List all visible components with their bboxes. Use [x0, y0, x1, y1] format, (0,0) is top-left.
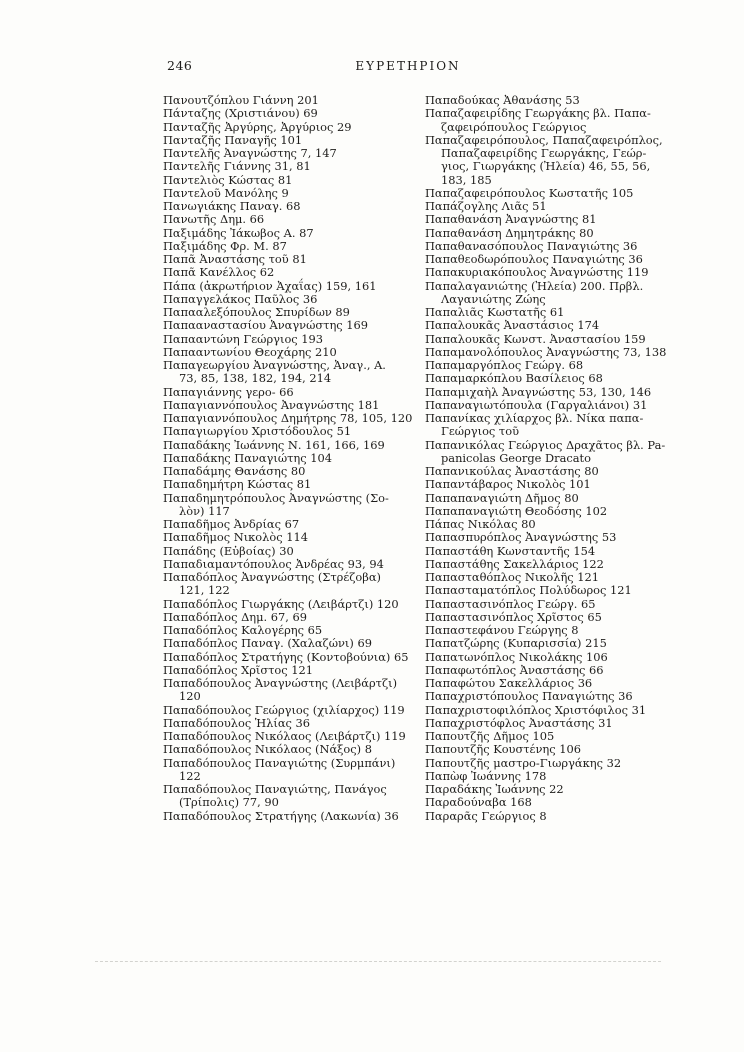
index-entry — [163, 439, 419, 452]
index-entry-line: 122 — [179, 768, 201, 783]
index-entry-line: Παπαστασινόπλος Γεώργ. 65 — [425, 596, 596, 611]
index-entry — [163, 624, 419, 637]
index-entry-line: Πάπα (ἀκρωτήριον Ἀχαΐας) 159, 161 — [163, 278, 377, 293]
index-entry — [425, 227, 681, 240]
index-entry-line: Παπασπυρόπλος Ἀναγνώστης 53 — [425, 530, 617, 545]
index-entry-line: Πανωτῆς Δημ. 66 — [163, 212, 265, 227]
index-entry-line: Παπαλαγανιώτης (Ἠλεία) 200. Πρβλ. — [425, 278, 644, 293]
index-entry — [425, 492, 681, 505]
index-entry-line: Γεώργιος τοῦ — [441, 424, 520, 439]
index-column-left — [163, 94, 419, 823]
index-entry-line: Παπαμαρκόπλου Βασίλειος 68 — [425, 371, 603, 386]
index-entry-line: Παπαχριστόπουλος Παναγιώτης 36 — [425, 689, 633, 704]
index-entry — [163, 717, 419, 730]
index-entry-line: Παπαδόπουλος Νικόλαος (Λειβάρτζι) 119 — [163, 729, 406, 743]
index-entry-line: Παπααντώνη Γεώργιος 193 — [163, 331, 324, 346]
index-entry — [425, 810, 681, 823]
index-entry — [425, 743, 681, 756]
index-entry — [163, 386, 419, 399]
index-entry-line: 121, 122 — [179, 583, 230, 598]
index-entry-line: (Τρίπολις) 77, 90 — [179, 795, 279, 810]
index-entry-line: Παπαδόπλος Καλογέρης 65 — [163, 623, 323, 637]
index-entry-line: Παπαδόπουλος Ἡλίας 36 — [163, 715, 311, 730]
index-entry — [425, 611, 681, 624]
index-entry-line: Παπαδόπουλος Στρατήγης (Λακωνία) 36 — [163, 808, 399, 823]
index-entry-line: Παπαδάκης Ἰωάννης Ν. 161, 166, 169 — [163, 437, 385, 452]
index-entry — [163, 518, 419, 531]
index-entry-line: Παπαναγιωτόπουλα (Γαργαλιάνοι) 31 — [425, 397, 648, 412]
index-entry — [163, 200, 419, 213]
page-number: 246 — [167, 58, 193, 73]
index-entry — [425, 783, 681, 796]
index-entry-line: Παπαδόπουλος Ἀναγνώστης (Λειβάρτζι) — [163, 676, 398, 690]
index-entry — [425, 107, 681, 134]
index-entry — [425, 465, 681, 478]
index-entry — [163, 266, 419, 279]
index-entry-line: Παραδούναβα 168 — [425, 795, 532, 810]
index-entry-line: 120 — [179, 689, 201, 704]
index-entry — [425, 94, 681, 107]
index-entry-line: Παπααντωνίου Θεοχάρης 210 — [163, 344, 337, 359]
index-entry — [163, 174, 419, 187]
index-entry — [163, 478, 419, 491]
index-entry — [163, 757, 419, 784]
index-entry — [163, 399, 419, 412]
index-entry — [425, 770, 681, 783]
index-entry-line: Παπαστάθης Σακελλάριος 122 — [425, 556, 604, 571]
index-entry — [163, 730, 419, 743]
index-entry — [163, 253, 419, 266]
index-entry — [163, 425, 419, 438]
index-entry-line: Παπααλεξόπουλος Σπυρίδων 89 — [163, 305, 350, 319]
index-entry-line: Παντελῆς Ἀναγνώστης 7, 147 — [163, 146, 337, 160]
index-entry — [163, 94, 419, 107]
index-entry — [163, 545, 419, 558]
index-entry — [425, 796, 681, 809]
index-entry — [425, 624, 681, 637]
index-entry-line: Παπαλιᾶς Κωστατῆς 61 — [425, 305, 565, 319]
index-entry-line: Παπαδόπλος Γιωργάκης (Λειβάρτζι) 120 — [163, 596, 399, 611]
index-entry-line: Παπαχριστόφλος Ἀναστάσης 31 — [425, 715, 613, 730]
index-entry — [163, 280, 419, 293]
index-entry — [425, 545, 681, 558]
index-entry-line: Παπαδάμης Θανάσης 80 — [163, 464, 306, 478]
index-entry-line: Παπαλουκᾶς Κωνστ. Ἀναστασίου 159 — [425, 331, 646, 346]
index-entry — [425, 399, 681, 412]
index-entry-line: Παπαφώτου Σακελλάριος 36 — [425, 676, 593, 690]
index-entry-line: Παντελιὸς Κώστας 81 — [163, 172, 293, 187]
index-entry-line: Παπαθανάση Ἀναγνώστης 81 — [425, 212, 597, 227]
index-entry-line: Παπαντάβαρος Νικολὸς 101 — [425, 477, 591, 492]
index-entry — [163, 134, 419, 147]
index-entry-line: Παπαθεοδωρόπουλος Παναγιώτης 36 — [425, 252, 643, 266]
index-entry — [425, 346, 681, 359]
index-entry-line: Πάνταζης (Χριστιάνου) 69 — [163, 106, 318, 121]
index-entry-line: Παπαγιάννης γερο- 66 — [163, 384, 294, 399]
index-entry-line: Παπαγιαννόπουλος Δημήτρης 78, 105, 120 — [163, 411, 413, 425]
index-entry-line: Πανταζῆς Παναγῆς 101 — [163, 132, 303, 147]
index-entry — [163, 160, 419, 173]
index-entry — [163, 598, 419, 611]
index-entry — [163, 346, 419, 359]
index-entry — [425, 333, 681, 346]
index-entry-line: Παραρᾶς Γεώργιος 8 — [425, 808, 547, 823]
index-entry — [425, 677, 681, 690]
index-entry-line: Παπαδῆμος Ἀνδρίας 67 — [163, 517, 300, 531]
index-entry-line: Παπαδάκης Παναγιώτης 104 — [163, 450, 332, 465]
index-entry — [425, 359, 681, 372]
index-entry — [163, 213, 419, 226]
index-entry — [163, 743, 419, 756]
index-entry-line: Παπαδῆμος Νικολὸς 114 — [163, 530, 308, 545]
index-entry — [425, 531, 681, 544]
index-entry — [425, 518, 681, 531]
index-entry — [425, 240, 681, 253]
index-entry — [425, 478, 681, 491]
index-entry-line: Παπαδόπουλος Γεώργιος (χιλίαρχος) 119 — [163, 702, 405, 717]
index-entry-line: Παπαστάθη Κωνσταντῆς 154 — [425, 543, 596, 558]
index-entry — [425, 584, 681, 597]
index-entry-line: Παπαγεωργίου Ἀναγνώστης, Ἀναγ., Α. — [163, 358, 386, 372]
index-entry — [425, 319, 681, 332]
index-entry — [425, 213, 681, 226]
index-entry — [425, 200, 681, 213]
index-entry-line: Παπαγιαννόπουλος Ἀναγνώστης 181 — [163, 397, 380, 412]
index-entry — [163, 810, 419, 823]
index-entry-line: Παπὼφ Ἰωάννης 178 — [425, 768, 547, 783]
index-entry-line: Παπαθανάση Δημητράκης 80 — [425, 225, 594, 240]
index-entry — [163, 187, 419, 200]
index-entry-line: Παπαθανασόπουλος Παναγιώτης 36 — [425, 238, 638, 253]
index-entry-line: Παπαμαργόπλος Γεώργ. 68 — [425, 358, 584, 372]
index-entry-line: γιος, Γιωργάκης (Ἠλεία) 46, 55, 56, — [441, 159, 651, 174]
index-entry — [425, 372, 681, 385]
index-entry — [163, 293, 419, 306]
index-entry-line: Παραδάκης Ἰωάννης 22 — [425, 782, 564, 796]
index-entry — [163, 611, 419, 624]
index-entry-line: Παπαλουκᾶς Ἀναστάσιος 174 — [425, 318, 600, 333]
index-entry-line: Παπαστασινόπλος Χρῖστος 65 — [425, 609, 602, 624]
index-entry — [425, 717, 681, 730]
index-entry — [163, 531, 419, 544]
index-entry-line: 73, 85, 138, 182, 194, 214 — [179, 371, 332, 386]
index-entry-line: Παπαδόπλος Ἀναγνώστης (Στρέζοβα) — [163, 570, 381, 584]
index-entry-line: Παπαδημητρόπουλος Ἀναγνώστης (Σο- — [163, 490, 389, 505]
index-entry-line: Παπαστεφάνου Γεώργης 8 — [425, 623, 579, 637]
index-entry-line: Πανταζῆς Ἀργύρης, Ἀργύριος 29 — [163, 119, 352, 134]
index-entry-line: Παπαζαφειρόπουλος Κωστατῆς 105 — [425, 185, 634, 200]
page-title: ΕΥΡΕΤΗΡΙΟΝ — [355, 59, 461, 73]
index-entry-line: Παξιμάδης Φρ. Μ. 87 — [163, 238, 287, 253]
index-entry-line: panicolas George Dracato — [441, 450, 591, 465]
index-entry-line: Παπάζογλης Λιᾶς 51 — [425, 199, 547, 213]
index-entry — [425, 386, 681, 399]
index-entry — [163, 664, 419, 677]
index-entry — [163, 319, 419, 332]
index-entry — [163, 107, 419, 120]
index-entry-line: Παπαδιαμαντόπουλος Ἀνδρέας 93, 94 — [163, 556, 384, 571]
index-entry — [163, 651, 419, 664]
index-entry-line: Παπαδόπλος Στρατήγης (Κοντοβούνια) 65 — [163, 649, 409, 664]
index-entry-line: Παπαζαφειρόπουλος, Παπαζαφειρόπλος, — [425, 132, 663, 147]
index-entry-line: 183, 185 — [441, 172, 492, 187]
index-entry — [425, 757, 681, 770]
index-entry — [163, 783, 419, 810]
index-entry-line: Παπαδόπλος Χρῖστος 121 — [163, 662, 314, 677]
index-entry-line: Παπανίκας χιλίαρχος βλ. Νίκα παπα- — [425, 411, 644, 425]
index-entry-line: Παπααναστασίου Ἀναγνώστης 169 — [163, 318, 369, 333]
index-entry — [163, 147, 419, 160]
index-entry — [425, 505, 681, 518]
index-entry-line: Παπαδόπουλος Νικόλαος (Νάξος) 8 — [163, 742, 372, 757]
index-entry — [163, 465, 419, 478]
index-entry-line: Παπαφωτόπλος Ἀναστάσης 66 — [425, 662, 604, 677]
index-entry-line: Πανουτζόπλου Γιάννη 201 — [163, 93, 319, 107]
index-entry — [163, 227, 419, 240]
index-entry — [425, 704, 681, 717]
index-entry — [163, 333, 419, 346]
index-entry-line: Παπαζαφειρίδης Γεωργάκης βλ. Παπα- — [425, 106, 651, 121]
index-entry-line: Παντελοῦ Μανόλης 9 — [163, 185, 289, 200]
index-entry-line: Παπαδόπουλος Παναγιώτης, Πανάγος — [163, 782, 387, 796]
index-entry-line: Παπαδόπλος Παναγ. (Χαλαζώνι) 69 — [163, 636, 372, 651]
index-entry — [425, 134, 681, 187]
index-entry — [425, 730, 681, 743]
index-entry — [425, 187, 681, 200]
index-entry-line: Παπανικούλας Ἀναστάσης 80 — [425, 464, 599, 478]
index-entry — [163, 637, 419, 650]
index-entry — [163, 240, 419, 253]
index-entry-line: Πανωγιάκης Παναγ. 68 — [163, 199, 301, 213]
index-entry-line: Παπᾶ Κανέλλος 62 — [163, 265, 275, 280]
index-entry — [425, 571, 681, 584]
index-entry — [425, 280, 681, 307]
index-entry-line: Παπαζαφειρίδης Γεωργάκης, Γεώρ- — [441, 146, 647, 160]
index-entry — [425, 558, 681, 571]
index-entry-line: Παπαχριστοφιλόπλος Χριστόφιλος 31 — [425, 702, 647, 717]
index-entry-line: Παπανικόλας Γεώργιος Δραχᾶτος βλ. Pa- — [425, 437, 666, 452]
index-entry-line: Παπασταματόπλος Πολύδωρος 121 — [425, 583, 632, 598]
index-entry — [163, 412, 419, 425]
index-entry — [425, 253, 681, 266]
index-entry — [163, 121, 419, 134]
index-entry — [425, 690, 681, 703]
index-entry — [163, 452, 419, 465]
index-entry — [425, 598, 681, 611]
index-entry — [163, 677, 419, 704]
index-entry — [425, 664, 681, 677]
index-entry-line: Παπαμιχαὴλ Ἀναγνώστης 53, 130, 146 — [425, 384, 652, 399]
index-entry-line: Παπαδούκας Ἀθανάσης 53 — [425, 93, 580, 107]
index-entry-line: Παπαδημήτρη Κώστας 81 — [163, 477, 312, 492]
index-entry-line: Παπουτζῆς Κουστένης 106 — [425, 742, 581, 757]
index-entry-line: Παπαμανολόπουλος Ἀναγνώστης 73, 138 — [425, 344, 667, 359]
index-entry-line: Παπουτζῆς μαστρο-Γιωργάκης 32 — [425, 755, 622, 770]
index-entry-line: Παντελῆς Γιάννης 31, 81 — [163, 159, 311, 174]
index-entry — [425, 637, 681, 650]
index-entry — [163, 359, 419, 386]
index-entry — [163, 571, 419, 598]
index-entry — [425, 412, 681, 439]
index-entry-line: Παπατζώρης (Κυπαρισσία) 215 — [425, 636, 607, 651]
index-entry-line: Παπαπαναγιώτη Θεοδόσης 102 — [425, 503, 608, 518]
index-entry-line: Παπαγιωργίου Χριστόδουλος 51 — [163, 424, 352, 439]
index-entry-line: Παξιμάδης Ἰάκωβος Α. 87 — [163, 225, 314, 240]
index-entry-line: λὸν) 117 — [179, 503, 230, 518]
index-column-right — [425, 94, 681, 823]
index-entry-line: Λαγανιώτης Ζώης — [441, 291, 546, 306]
index-entry — [425, 439, 681, 466]
index-entry — [425, 306, 681, 319]
index-entry — [425, 266, 681, 279]
index-entry-line: Παπαδόπλος Δημ. 67, 69 — [163, 609, 308, 624]
index-entry-line: Παπακυριακόπουλος Ἀναγνώστης 119 — [425, 265, 649, 280]
index-entry — [425, 651, 681, 664]
index-entry-line: Παπαγγελάκος Παῦλος 36 — [163, 291, 318, 306]
index-entry-line: ζαφειρόπουλος Γεώργιος — [441, 119, 587, 134]
index-entry — [163, 558, 419, 571]
index-entry-line: Πάπας Νικόλας 80 — [425, 517, 536, 531]
index-entry-line: Παπατωνόπλος Νικολάκης 106 — [425, 649, 608, 664]
index-entry-line: Παπᾶ Ἀναστάσης τοῦ 81 — [163, 252, 307, 266]
index-entry — [163, 704, 419, 717]
index-entry-line: Παπαπαναγιώτη Δῆμος 80 — [425, 490, 579, 505]
index-entry-line: Παπάδης (Εὐβοίας) 30 — [163, 543, 294, 558]
index-entry — [163, 306, 419, 319]
index-entry-line: Παπουτζῆς Δῆμος 105 — [425, 729, 555, 743]
index-entry-line: Παπαδόπουλος Παναγιώτης (Συρμπάνι) — [163, 755, 396, 770]
index-entry-line: Παπασταθόπλος Νικολῆς 121 — [425, 570, 600, 584]
index-entry — [163, 492, 419, 519]
scan-artifact-line — [95, 961, 661, 962]
